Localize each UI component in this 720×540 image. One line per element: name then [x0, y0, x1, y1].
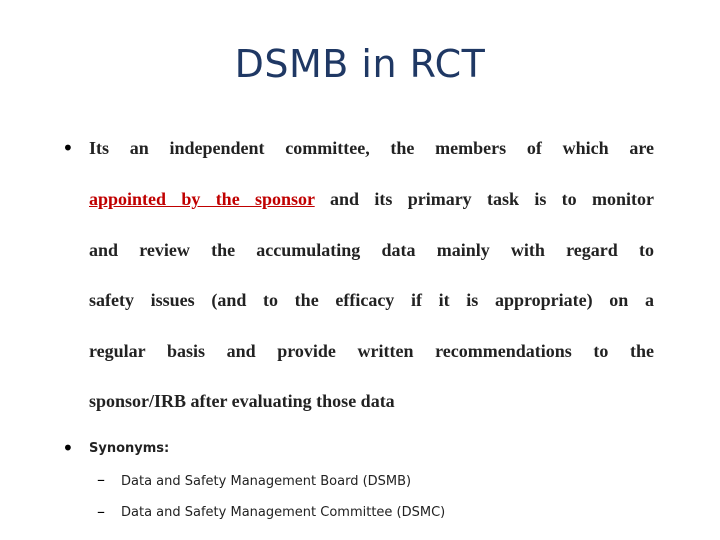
bullet-marker: •	[62, 136, 74, 160]
body-line: and review the accumulating data mainly with regard to	[89, 240, 654, 260]
body-line-rest: and its primary task is to monitor	[314, 189, 654, 209]
body-line	[89, 189, 654, 210]
slide-title: DSMB in RCT	[234, 42, 486, 86]
dash-marker: –	[97, 470, 105, 489]
synonym-item: Data and Safety Management Board (DSMB)	[121, 474, 412, 489]
synonym-item: Data and Safety Management Committee (DSMC)	[121, 505, 446, 520]
highlighted-phrase: appointed by the sponsor	[89, 189, 315, 209]
bullet-marker: •	[62, 436, 74, 460]
body-line: Its an independent committee, the members of which are	[89, 138, 654, 158]
body-line: sponsor/IRB after evaluating those data	[89, 391, 395, 411]
dash-marker: –	[97, 502, 105, 521]
synonyms-label: Synonyms:	[89, 441, 170, 456]
body-line: safety issues (and to the efficacy if it is appropriate) on a	[89, 290, 654, 310]
body-line: regular basis and provide written recommendations to the	[89, 341, 654, 361]
